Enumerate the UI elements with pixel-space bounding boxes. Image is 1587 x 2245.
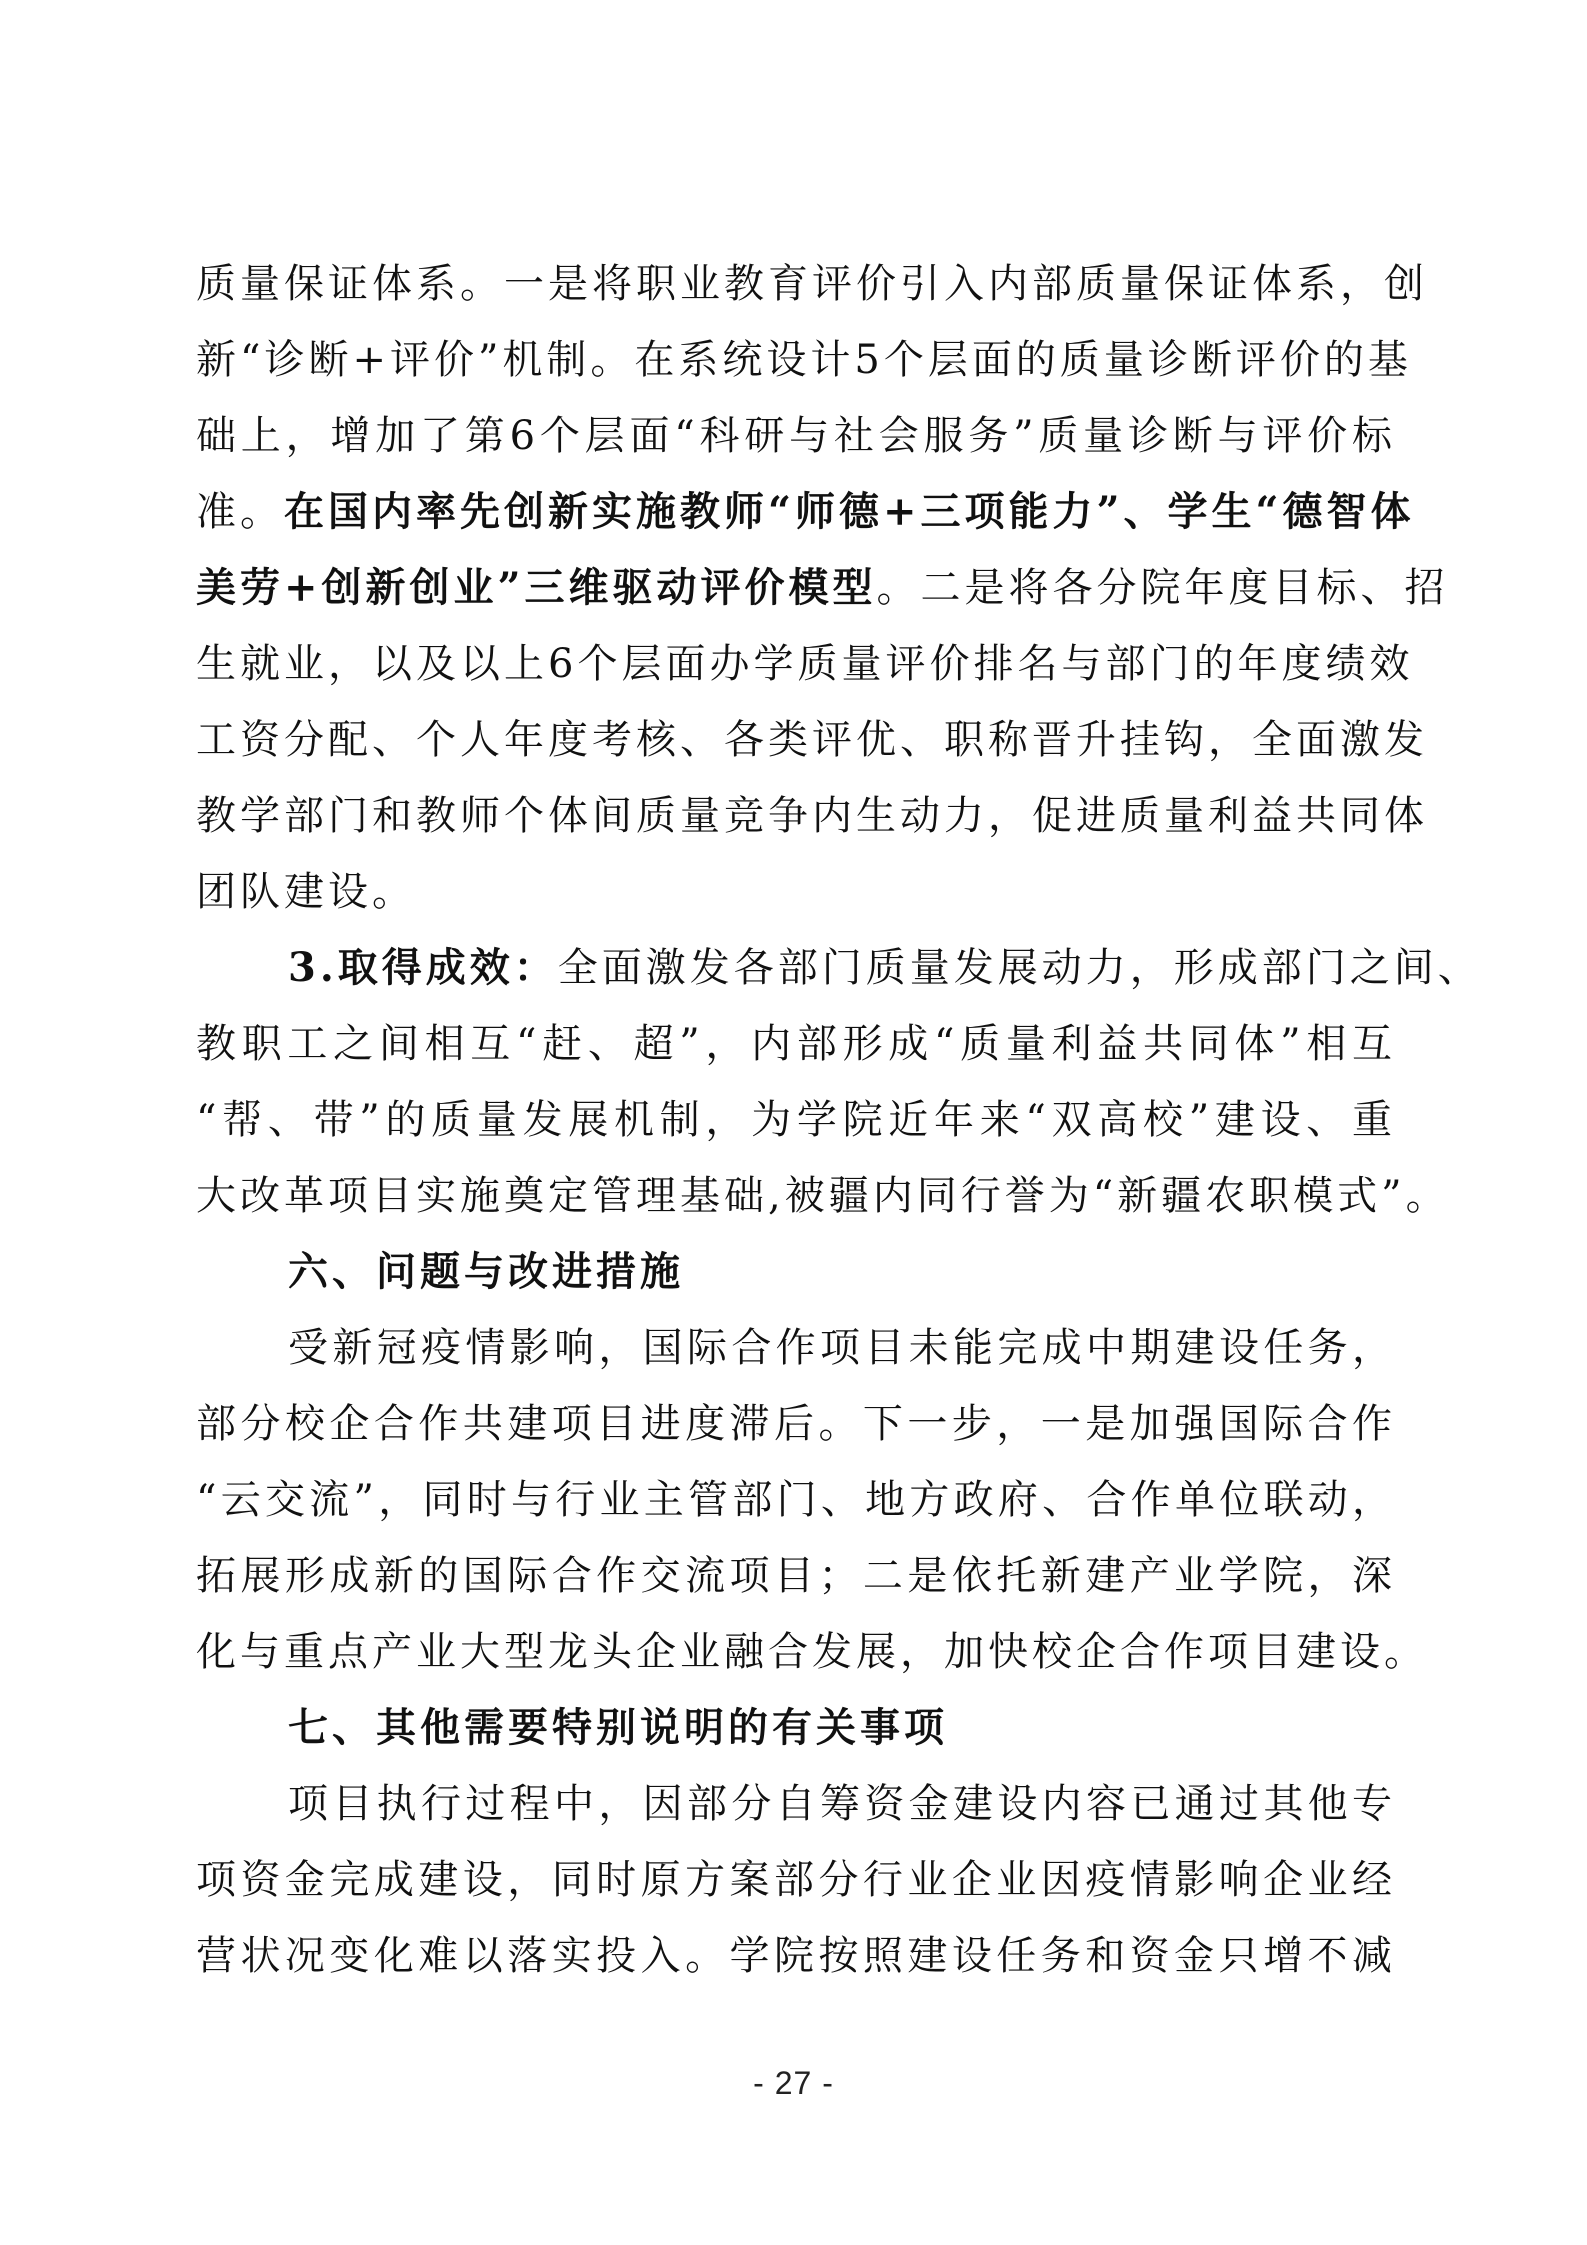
paragraph-line: 新“诊断+评价”机制。在系统设计5个层面的质量诊断评价的基 xyxy=(196,337,1412,383)
paragraph-line-mixed xyxy=(196,474,1415,550)
normal-text: 全面激发各部门质量发展动力，形成部门之间、 xyxy=(557,945,1482,991)
normal-text: 准。 xyxy=(196,489,284,535)
paragraph-line: 教职工之间相互“赶、超”，内部形成“质量利益共同体”相互 xyxy=(196,1021,1396,1067)
paragraph-line-mixed xyxy=(288,930,1482,1006)
paragraph-line: 团队建设。 xyxy=(196,869,416,915)
paragraph-line: 质量保证体系。一是将职业教育评价引入内部质量保证体系，创 xyxy=(196,261,1428,307)
paragraph-line: 项资金完成建设，同时原方案部分行业企业因疫情影响企业经 xyxy=(196,1857,1396,1903)
paragraph-line: “云交流”，同时与行业主管部门、地方政府、合作单位联动， xyxy=(196,1477,1396,1523)
paragraph-line: 生就业，以及以上6个层面办学质量评价排名与部门的年度绩效 xyxy=(196,641,1414,687)
paragraph-line: 部分校企合作共建项目进度滞后。下一步，一是加强国际合作 xyxy=(196,1401,1396,1447)
paragraph-line: 教学部门和教师个体间质量竞争内生动力，促进质量利益共同体 xyxy=(196,793,1428,839)
paragraph-line: 项目执行过程中，因部分自筹资金建设内容已通过其他专 xyxy=(288,1781,1396,1827)
paragraph-line: 营状况变化难以落实投入。学院按照建设任务和资金只增不减 xyxy=(196,1933,1396,1979)
results-label: 3.取得成效： xyxy=(288,944,558,991)
paragraph-line: “帮、带”的质量发展机制，为学院近年来“双高校”建设、重 xyxy=(196,1097,1396,1143)
paragraph-line: 工资分配、个人年度考核、各类评优、职称晋升挂钩，全面激发 xyxy=(196,717,1428,763)
bold-text: 在国内率先创新实施教师“师德+三项能力”、学生“德智体 xyxy=(284,488,1415,535)
paragraph-line: 拓展形成新的国际合作交流项目；二是依托新建产业学院，深 xyxy=(196,1553,1396,1599)
paragraph-line-mixed xyxy=(196,550,1449,626)
section-heading: 七、其他需要特别说明的有关事项 xyxy=(288,1704,948,1751)
bold-text: 美劳+创新创业”三维驱动评价模型 xyxy=(196,564,877,611)
page-number: - 27 - xyxy=(753,2065,834,2101)
paragraph-line: 化与重点产业大型龙头企业融合发展，加快校企合作项目建设。 xyxy=(196,1629,1428,1675)
section-heading: 六、问题与改进措施 xyxy=(288,1248,684,1295)
paragraph-line: 大改革项目实施奠定管理基础,被疆内同行誉为“新疆农职模式”。 xyxy=(196,1173,1450,1219)
normal-text: 。二是将各分院年度目标、招 xyxy=(876,565,1449,611)
paragraph-line: 础上，增加了第6个层面“科研与社会服务”质量诊断与评价标 xyxy=(196,413,1396,459)
paragraph-line: 受新冠疫情影响，国际合作项目未能完成中期建设任务， xyxy=(288,1325,1396,1371)
